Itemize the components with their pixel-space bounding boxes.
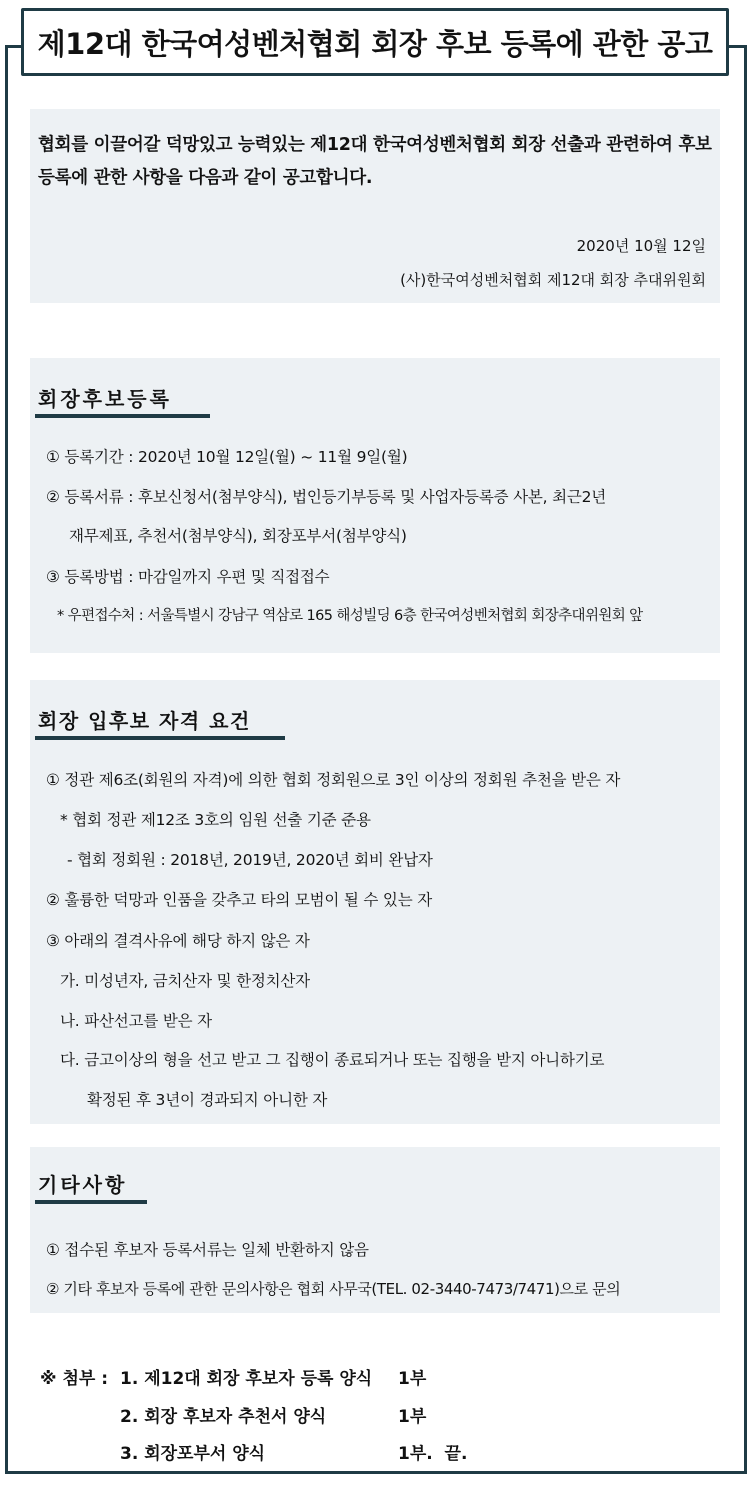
eligibility-item-2: ② 훌륭한 덕망과 인품을 갖추고 타의 모범이 될 수 있는 자: [46, 891, 432, 909]
registration-address: * 우편접수처 : 서울특별시 강남구 역삼로 165 해성빌딩 6층 한국여성벤처협회 회장추대위원회 앞: [57, 608, 643, 624]
disqualification-a: 가. 미성년자, 금치산자 및 한정치산자: [60, 972, 310, 990]
intro-org: (사)한국여성벤처협회 제12대 회장 추대위원회: [400, 271, 706, 289]
misc-item-2: ② 기타 후보자 등록에 관한 문의사항은 협회 사무국(TEL. 02-3440-7473/7471)으로 문의: [46, 1280, 621, 1298]
attachment-1-name: 1. 제12대 회장 후보자 등록 양식: [120, 1369, 373, 1389]
section-misc: [30, 1147, 720, 1313]
section-underline: [35, 1200, 147, 1204]
intro-text: 협회를 이끌어갈 덕망있고 능력있는 제12대 한국여성벤처협회 회장 선출과 관련하여 후보 등록에 관한 사항을 다음과 같이 공고합니다.: [38, 135, 712, 188]
page-title: 제12대 한국여성벤처협회 회장 후보 등록에 관한 공고: [37, 26, 713, 61]
eligibility-note: * 협회 정관 제12조 3호의 임원 선출 기준 준용: [60, 811, 371, 829]
title-box: [21, 8, 729, 76]
registration-period: ① 등록기간 : 2020년 10월 12일(월) ~ 11월 9일(월): [46, 448, 408, 466]
disqualification-c: 다. 금고이상의 형을 선고 받고 그 집행이 종료되거나 또는 집행을 받지 아니하기로: [60, 1051, 605, 1069]
registration-documents: ② 등록서류 : 후보신청서(첨부양식), 법인등기부등록 및 사업자등록증 사본, 최근2년: [46, 488, 607, 506]
registration-method: ③ 등록방법 : 마감일까지 우편 및 직접접수: [46, 568, 330, 586]
section-underline: [35, 736, 285, 740]
attachment-2-qty: 1부: [398, 1407, 427, 1427]
section-title-eligibility: 회장 입후보 자격 요건: [38, 709, 251, 733]
intro-panel: [30, 109, 720, 303]
attachment-2-name: 2. 회장 후보자 추천서 양식: [120, 1407, 327, 1427]
attachments-label: ※ 첨부 :: [40, 1369, 109, 1389]
attachment-3-qty: 1부. 끝.: [398, 1444, 468, 1464]
section-underline: [35, 414, 210, 418]
section-registration: [30, 358, 720, 653]
section-eligibility: [30, 680, 720, 1124]
disqualification-b: 나. 파산선고를 받은 자: [60, 1012, 212, 1030]
eligibility-subnote: - 협회 정회원 : 2018년, 2019년, 2020년 회비 완납자: [67, 851, 433, 869]
misc-item-1: ① 접수된 후보자 등록서류는 일체 반환하지 않음: [46, 1241, 369, 1259]
intro-date: 2020년 10월 12일: [576, 237, 706, 255]
eligibility-item-3: ③ 아래의 결격사유에 해당 하지 않은 자: [46, 932, 310, 950]
registration-documents-cont: 재무제표, 추천서(첨부양식), 회장포부서(첨부양식): [69, 527, 407, 545]
attachment-1-qty: 1부: [398, 1369, 427, 1389]
disqualification-c-cont: 확정된 후 3년이 경과되지 아니한 자: [87, 1091, 328, 1109]
section-title-misc: 기타사항: [38, 1173, 128, 1197]
section-title-registration: 회장후보등록: [38, 387, 172, 411]
attachment-3-name: 3. 회장포부서 양식: [120, 1444, 266, 1464]
eligibility-item-1: ① 정관 제6조(회원의 자격)에 의한 협회 정회원으로 3인 이상의 정회원 추천을 받은 자: [46, 771, 621, 789]
